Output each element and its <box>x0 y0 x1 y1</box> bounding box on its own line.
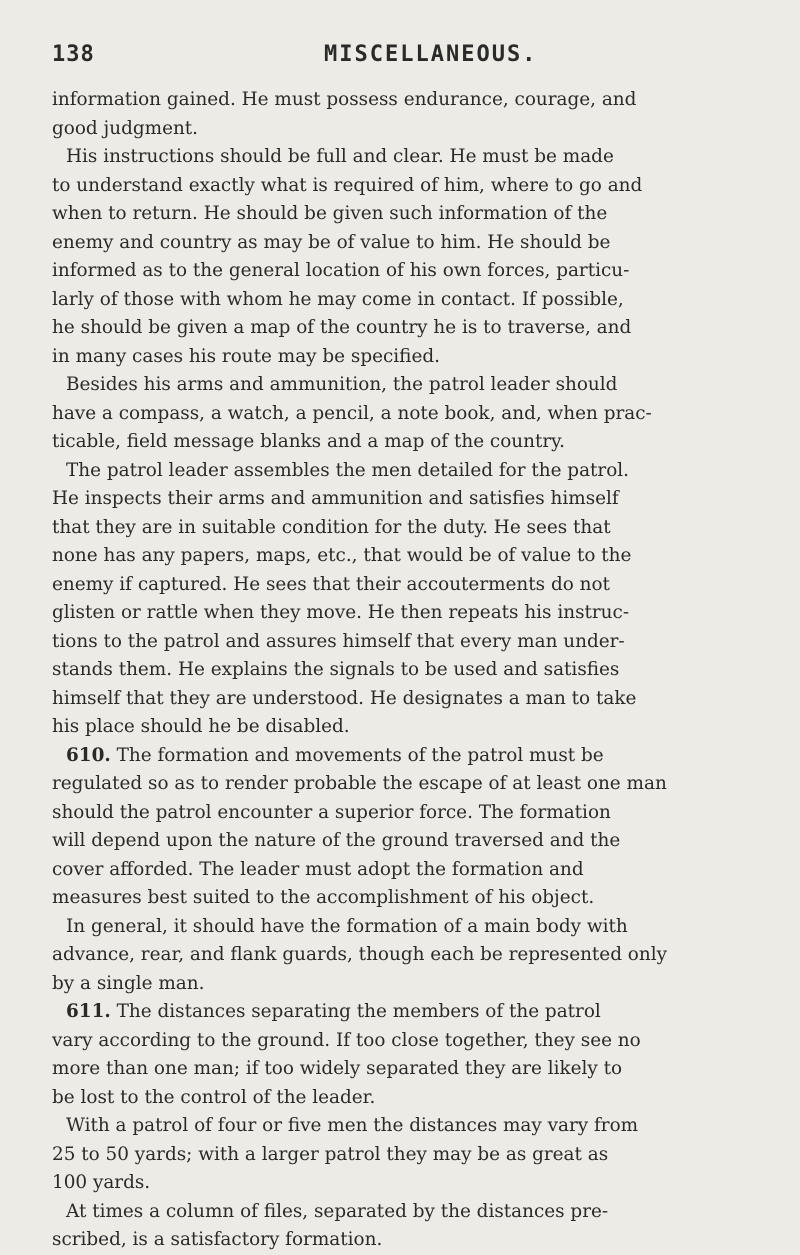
line-text: The formation and movements of the patrol must be <box>110 744 604 766</box>
line-text: his place should he be disabled. <box>52 716 350 737</box>
line-text: With a patrol of four or five men the distances may vary from <box>66 1115 639 1136</box>
line-text: Besides his arms and ammunition, the patrol leader should <box>66 374 618 395</box>
text-line <box>52 485 782 514</box>
text-line <box>52 200 782 229</box>
line-text: enemy if captured. He sees that their accouterments do not <box>52 573 610 595</box>
text-line <box>52 542 782 571</box>
text-line <box>52 286 782 315</box>
text-line <box>52 1169 782 1198</box>
line-text: informed as to the general location of his own forces, particu- <box>52 260 630 281</box>
text-line <box>52 257 782 286</box>
line-text: The patrol leader assembles the men detailed for the patrol. <box>66 459 630 481</box>
text-line <box>52 1084 782 1113</box>
text-line <box>52 1055 782 1084</box>
text-line <box>52 628 782 657</box>
line-text: scribed, is a satisfactory formation. <box>52 1229 383 1250</box>
line-text: should the patrol encounter a superior force. The formation <box>52 801 611 823</box>
text-line <box>52 856 782 885</box>
text-line <box>52 571 782 600</box>
text-line <box>52 656 782 685</box>
text-line <box>52 1198 782 1227</box>
text-line <box>52 599 782 628</box>
text-line <box>52 172 782 201</box>
line-text: be lost to the control of the leader. <box>52 1086 376 1108</box>
text-line <box>52 428 782 457</box>
text-line <box>52 998 782 1027</box>
line-text: cover afforded. The leader must adopt the formation and <box>52 858 584 880</box>
line-text: measures best suited to the accomplishment of his object. <box>52 887 595 908</box>
page-number: 138 <box>52 42 95 67</box>
line-text: he should be given a map of the country he is to traverse, and <box>52 317 632 338</box>
body-text <box>52 86 782 1255</box>
text-line <box>52 115 782 144</box>
line-text: will depend upon the nature of the ground traversed and the <box>52 830 621 851</box>
line-text: In general, it should have the formation of a main body with <box>66 915 628 937</box>
line-text: enemy and country as may be of value to him. He should be <box>52 231 611 253</box>
line-text: regulated so as to render probable the escape of at least one man <box>52 773 667 794</box>
section-number: 611. <box>66 1001 111 1022</box>
text-line <box>52 770 782 799</box>
text-line <box>52 314 782 343</box>
text-line <box>52 229 782 258</box>
line-text: information gained. He must possess endurance, courage, and <box>52 89 637 110</box>
line-text: in many cases his route may be specified. <box>52 345 440 367</box>
line-text: to understand exactly what is required of him, where to go and <box>52 174 643 196</box>
section-number: 610. <box>66 744 111 766</box>
line-text: larly of those with whom he may come in contact. If possible, <box>52 288 624 310</box>
text-line <box>52 1112 782 1141</box>
text-line <box>52 1141 782 1170</box>
line-text: tions to the patrol and assures himself that every man under- <box>52 630 625 652</box>
text-line <box>52 457 782 486</box>
text-line <box>52 514 782 543</box>
text-line <box>52 400 782 429</box>
text-line <box>52 799 782 828</box>
text-line <box>52 371 782 400</box>
line-text: The distances separating the members of the patrol <box>110 1001 601 1022</box>
line-text: more than one man; if too widely separated they are likely to <box>52 1058 623 1079</box>
line-text: His instructions should be full and clear. He must be made <box>66 146 614 167</box>
running-head: MISCELLANEOUS. <box>324 42 538 67</box>
line-text: He inspects their arms and ammunition and satisfies himself <box>52 488 619 509</box>
text-line <box>52 143 782 172</box>
text-line <box>52 86 782 115</box>
line-text: none has any papers, maps, etc., that would be of value to the <box>52 545 632 566</box>
line-text: 100 yards. <box>52 1172 151 1193</box>
line-text: that they are in suitable condition for the duty. He sees that <box>52 516 611 538</box>
line-text: advance, rear, and flank guards, though each be represented only <box>52 944 667 965</box>
text-line <box>52 1027 782 1056</box>
line-text: himself that they are understood. He designates a man to take <box>52 687 637 709</box>
line-text: good judgment. <box>52 117 199 139</box>
line-text: ticable, field message blanks and a map of the country. <box>52 431 565 452</box>
text-line <box>52 941 782 970</box>
line-text: when to return. He should be given such information of the <box>52 203 608 224</box>
line-text: stands them. He explains the signals to be used and satisfies <box>52 659 620 680</box>
line-text: by a single man. <box>52 972 205 994</box>
page-header <box>52 0 782 80</box>
text-line <box>52 884 782 913</box>
text-line <box>52 913 782 942</box>
text-line <box>52 685 782 714</box>
line-text: At times a column of files, separated by the distances pre- <box>66 1200 609 1222</box>
line-text: vary according to the ground. If too close together, they see no <box>52 1029 641 1051</box>
line-text: glisten or rattle when they move. He then repeats his instruc- <box>52 602 630 623</box>
text-line <box>52 742 782 771</box>
text-line <box>52 1226 782 1255</box>
text-line <box>52 970 782 999</box>
text-line <box>52 713 782 742</box>
line-text: have a compass, a watch, a pencil, a note book, and, when prac- <box>52 402 652 424</box>
text-line <box>52 827 782 856</box>
text-line <box>52 343 782 372</box>
line-text: 25 to 50 yards; with a larger patrol they may be as great as <box>52 1143 609 1165</box>
